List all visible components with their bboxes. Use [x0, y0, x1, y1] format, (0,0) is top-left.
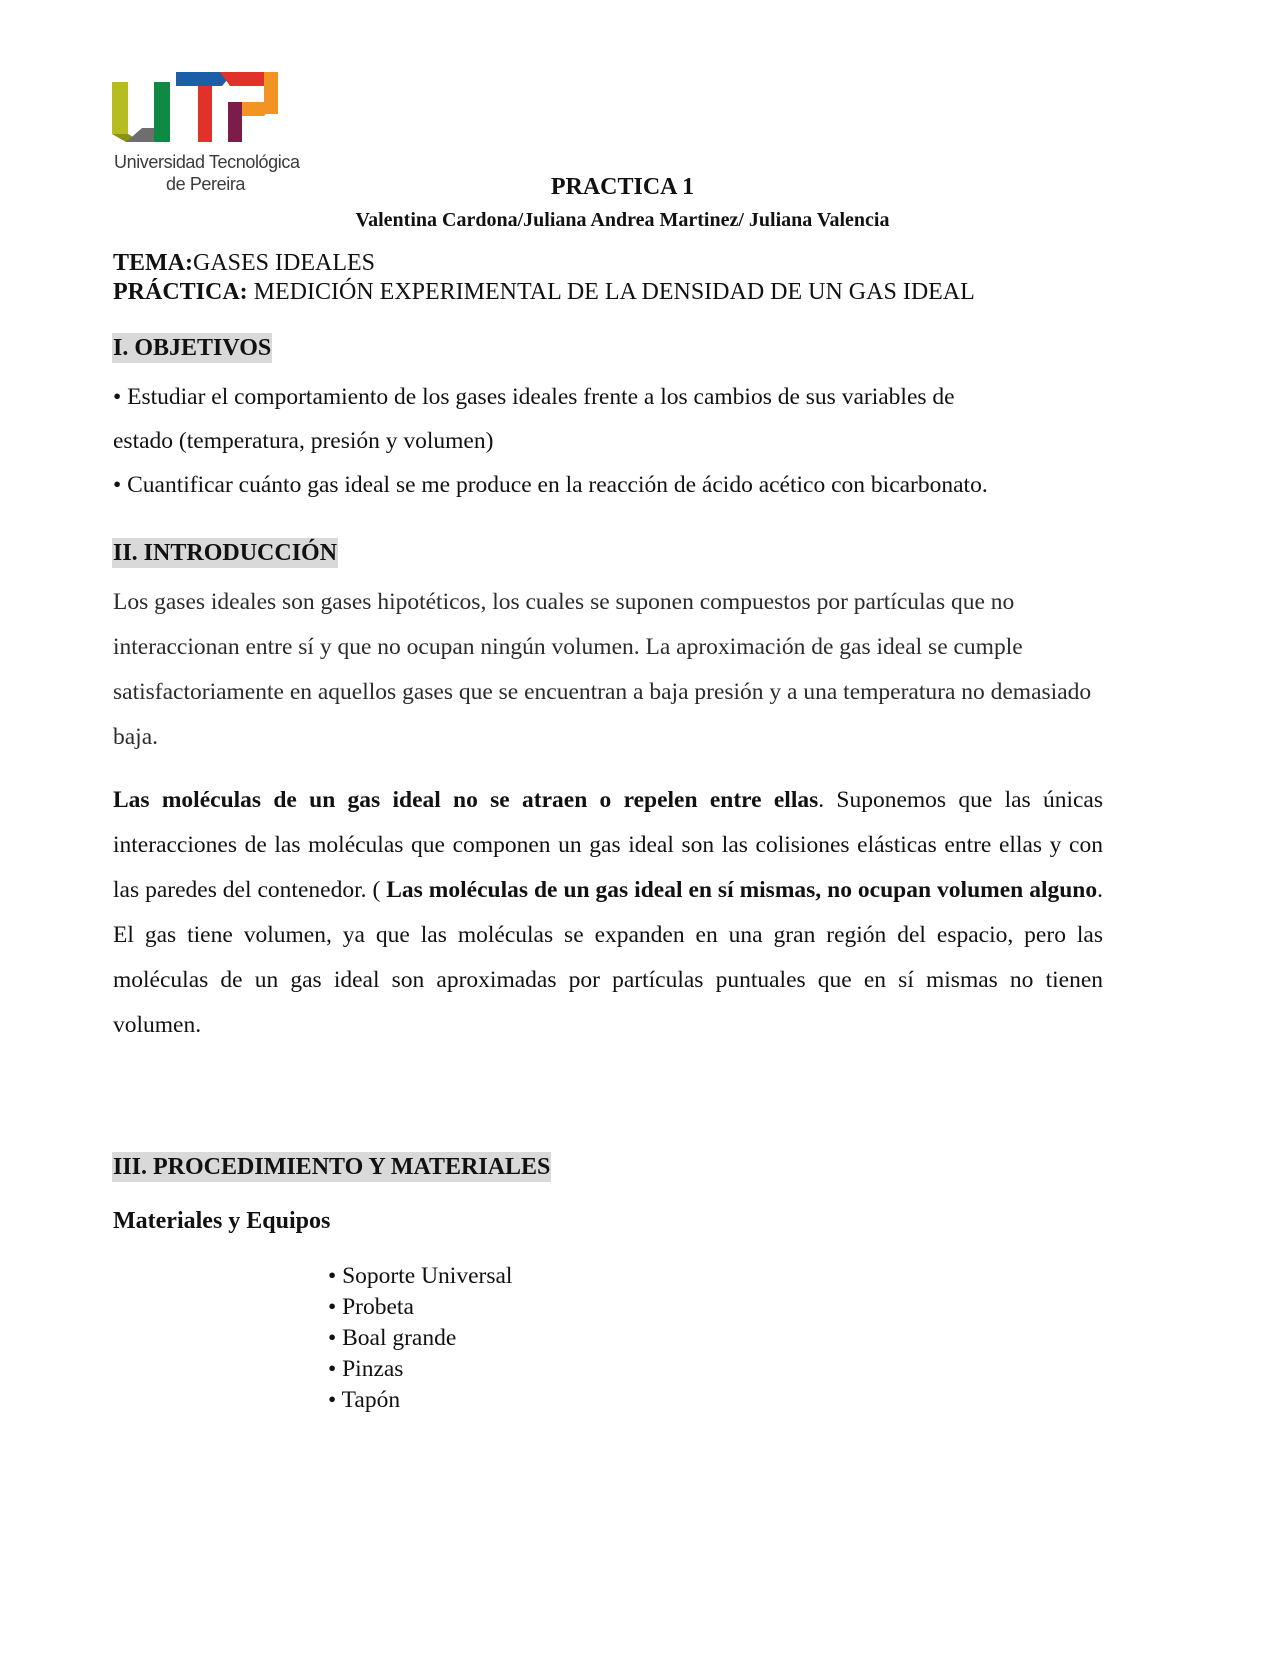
intro-paragraph-1: Los gases ideales son gases hipotéticos, los cuales se suponen compuestos por partículas que no interaccionan entre sí y que no ocupan ningún volumen. La aproximación de gas ideal se cumple satisfactoriamente en aquellos gases que se encuentran a baja presión y a una temperatura no demasiado baja.: [113, 589, 1092, 750]
materiales-subheading: Materiales y Equipos: [113, 1208, 331, 1234]
practica-label: PRÁCTICA:: [113, 279, 248, 305]
introduccion-heading: II. INTRODUCCIÓN: [113, 540, 338, 566]
tema-value: GASES IDEALES: [193, 250, 376, 276]
intro-bold-2: Las moléculas de un gas ideal en sí mismas, no ocupan volumen alguno: [386, 877, 1098, 903]
objetivo-1-line2: estado (temperatura, presión y volumen): [113, 428, 494, 454]
list-item: • Pinzas: [328, 1356, 404, 1382]
authors: Valentina Cardona/Juliana Andrea Martinez/ Juliana Valencia: [355, 209, 890, 231]
procedimiento-heading: III. PROCEDIMIENTO Y MATERIALES: [113, 1154, 551, 1180]
practica-line: [113, 279, 975, 306]
list-item: • Boal grande: [328, 1325, 457, 1351]
list-item: • Probeta: [328, 1294, 414, 1320]
practice-title: PRACTICA 1: [550, 174, 695, 200]
tema-label: TEMA:: [113, 250, 193, 276]
practica-value: MEDICIÓN EXPERIMENTAL DE LA DENSIDAD DE UN GAS IDEAL: [247, 279, 975, 305]
list-item: • Tapón: [328, 1387, 401, 1413]
objetivo-2: • Cuantificar cuánto gas ideal se me produce en la reacción de ácido acético con bicarbonato.: [113, 472, 988, 498]
list-item: • Soporte Universal: [328, 1263, 513, 1289]
objetivos-heading: I. OBJETIVOS: [113, 335, 272, 361]
objetivo-1-line1: • Estudiar el comportamiento de los gases ideales frente a los cambios de sus variables de: [113, 384, 955, 410]
intro-paragraph-2: [113, 778, 1103, 1048]
tema-line: [113, 250, 375, 277]
logo-text-line1: Universidad Tecnológica: [114, 152, 300, 172]
intro-text-1: . Suponemos que las únicas interacciones de las moléculas que componen un gas ideal son las colisiones elásticas entre ellas y con las paredes del contenedor. (: [113, 787, 1103, 903]
intro-bold-1: Las moléculas de un gas ideal no se atraen o repelen entre ellas: [113, 787, 819, 813]
intro-text-2: . El gas tiene volumen, ya que las moléculas se expanden en una gran región del espacio, pero las moléculas de un gas ideal son aproximadas por partículas puntuales que en sí mismas no tienen volumen.: [113, 877, 1103, 1038]
logo-text-line2: de Pereira: [166, 174, 246, 194]
